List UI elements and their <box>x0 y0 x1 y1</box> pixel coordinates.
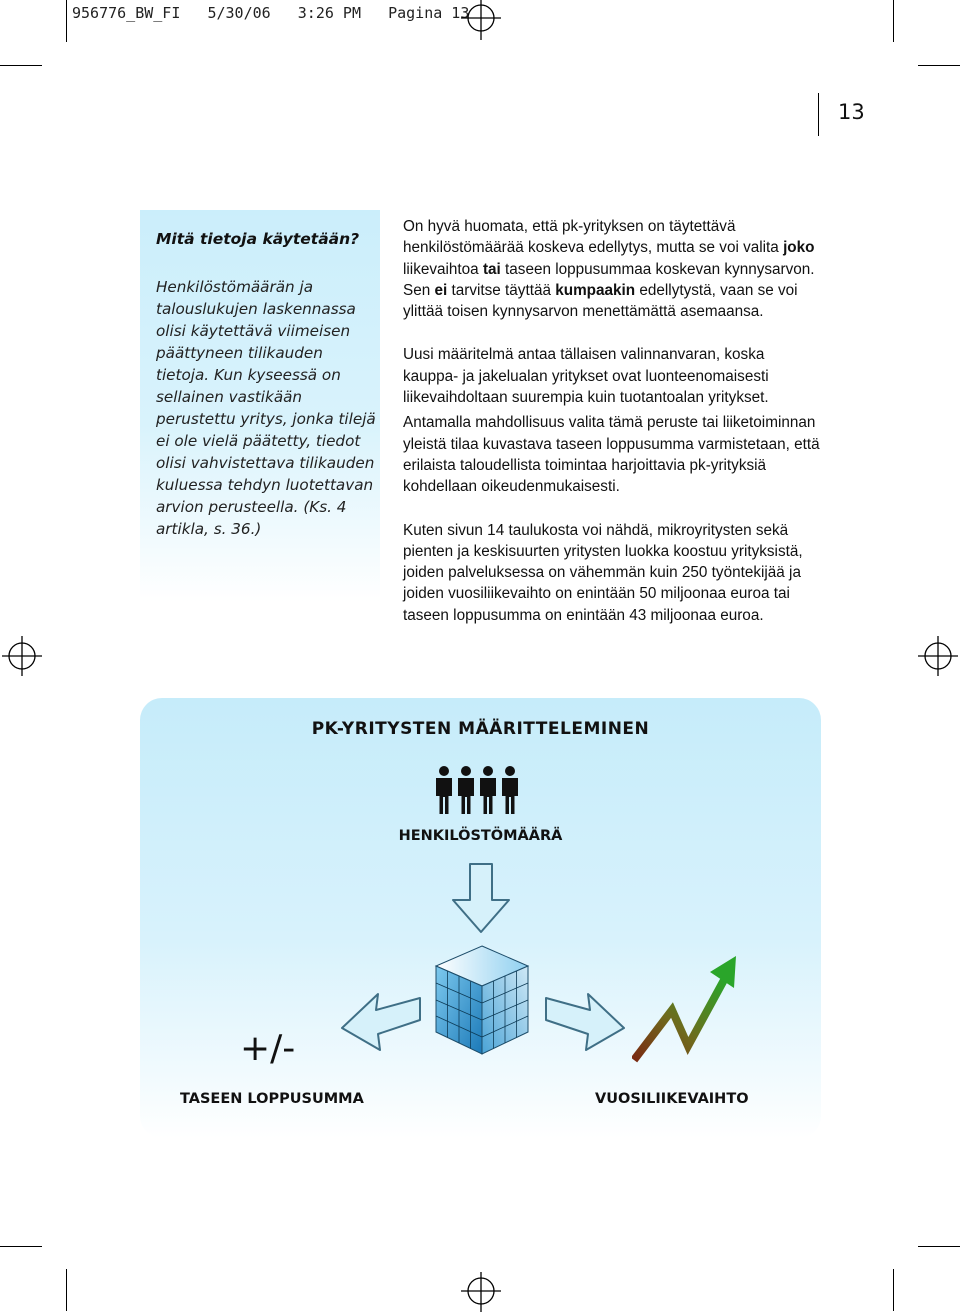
printer-slug: 956776_BW_FI 5/30/06 3:26 PM Pagina 13 <box>72 4 470 22</box>
paragraph-4: Kuten sivun 14 taulukosta voi nähdä, mikroyritysten sekä pienten ja keskisuurten yritysten luokka koostuu yrityksistä, joiden palveluksessa on vähemmän kuin 250 työntekijää ja joiden vuosiliikevaihto on enintään 50 miljoonaa euroa tai taseen loppusumma on enintään 43 miljoonaa euroa. <box>403 521 803 624</box>
paragraph-1: On hyvä huomata, että pk-yrityksen on täytettävä henkilöstömäärää koskeva edellytys, mutta se voi valita joko liikevaihtoa tai taseen loppusummaa koskevan kynnysarvon. Sen ei tarvitse täyttää kumpaakin edellytystä, vaan se voi ylittää toisen kynnysarvon menettämättä asemaansa. <box>403 218 815 321</box>
crop-mark <box>918 65 960 66</box>
growth-chart-icon <box>632 948 752 1068</box>
crop-mark <box>0 1246 42 1247</box>
registration-mark-icon <box>2 636 42 676</box>
page-number: 13 <box>838 100 865 124</box>
crop-mark <box>66 0 67 42</box>
balance-sheet-total-label: TASEEN LOPPUSUMMA <box>180 1091 364 1107</box>
plus-minus-sign: +/- <box>240 1028 296 1069</box>
building-cube-icon <box>432 944 532 1056</box>
sidebar-title: Mitä tietoja käytetään? <box>156 230 360 248</box>
crop-mark <box>893 1269 894 1311</box>
down-arrow-icon <box>450 862 512 934</box>
sidebar-box <box>140 210 380 602</box>
people-icon <box>433 766 523 816</box>
crop-mark <box>893 0 894 42</box>
annual-turnover-label: VUOSILIIKEVAIHTO <box>595 1091 749 1107</box>
diagram-title: PK-YRITYSTEN MÄÄRITTELEMINEN <box>311 719 650 739</box>
sidebar-text: Henkilöstömäärän ja talouslukujen laskennassa olisi käytettävä viimeisen päättyneen tilikauden tietoja. Kun kyseessä on sellainen vastikään perustettu yritys, jonka tilejä ei ole vielä päätetty, tiedot olisi vahvistettava tilikauden kuluessa tehdyn luotettavan arvion perusteella. (Ks. 4 artikla, s. 36.) <box>156 278 376 538</box>
paragraph-3: Antamalla mahdollisuus valita tämä peruste tai liiketoiminnan yleistä tilaa kuvastava taseen loppusumma varmistetaan, että erilaista taloudellista toimintaa harjoittavia pk-yrityksiä kohdellaan oikeudenmukaisesti. <box>403 414 820 496</box>
crop-mark <box>0 65 42 66</box>
registration-mark-icon <box>461 1272 501 1312</box>
crop-mark <box>918 1246 960 1247</box>
definition-diagram <box>140 698 821 1138</box>
registration-mark-icon <box>918 636 958 676</box>
staff-headcount-label: HENKILÖSTÖMÄÄRÄ <box>398 828 563 844</box>
registration-mark-icon <box>461 0 501 40</box>
crop-mark <box>66 1269 67 1311</box>
right-arrow-icon <box>544 988 626 1060</box>
paragraph-2: Uusi määritelmä antaa tällaisen valinnanvaran, koska kauppa- ja jakelualan yritykset ovat luonteenomaisesti liikevaihdoltaan suurempia kuin tuotantoalan yritykset. <box>403 346 769 407</box>
main-text <box>403 216 823 648</box>
left-arrow-icon <box>340 988 422 1060</box>
page-number-rule <box>818 93 819 136</box>
